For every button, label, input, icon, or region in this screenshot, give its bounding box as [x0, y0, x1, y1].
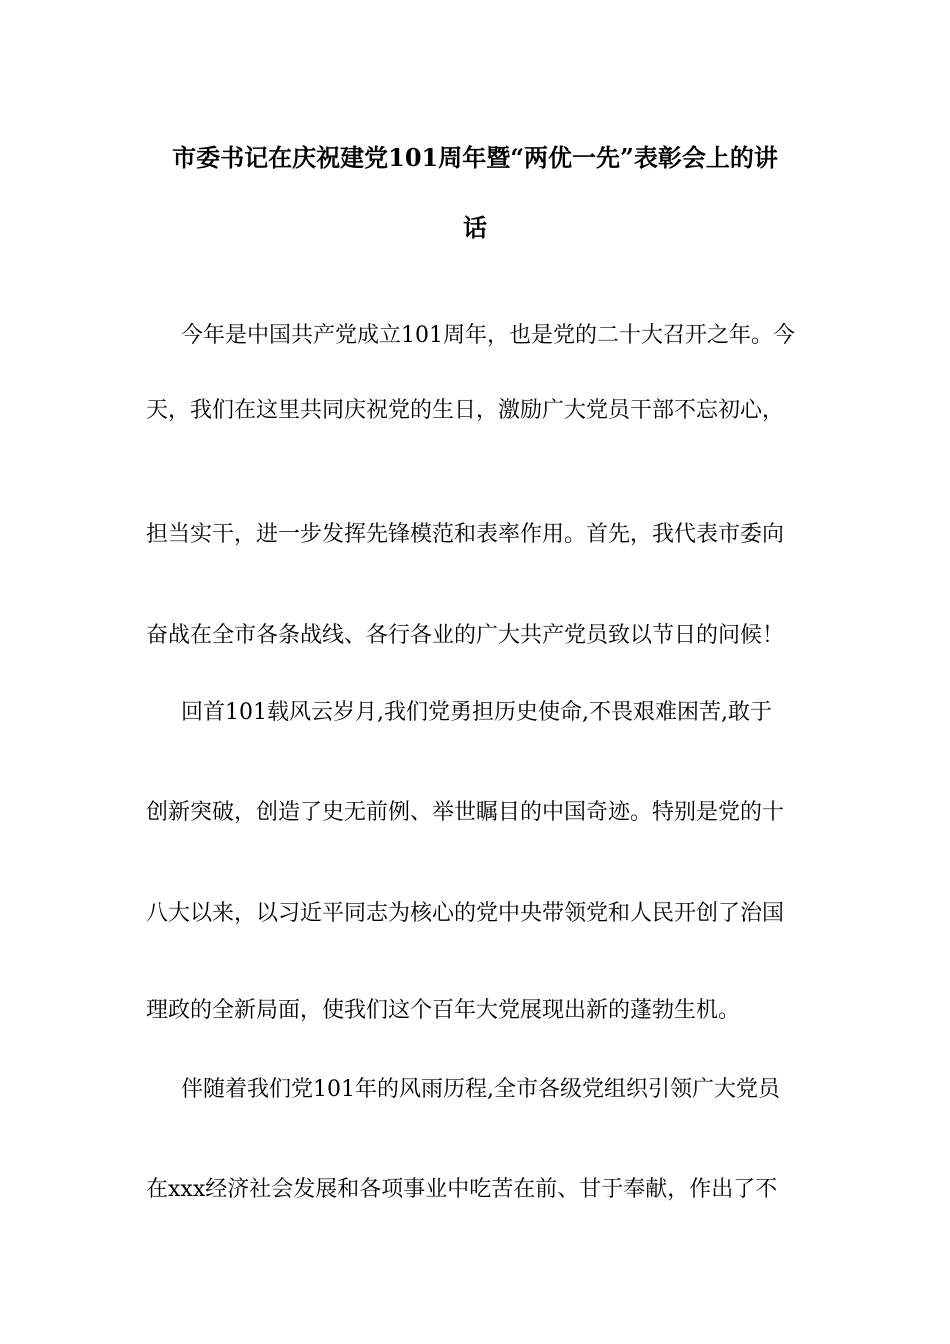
paragraph-1-line-4: 奋战在全市各条战线、各行各业的广大共产党员致以节日的问候！: [146, 623, 785, 648]
paragraph-3-line-1: 伴随着我们党101年的风雨历程,全市各级党组织引领广大党员: [181, 1077, 780, 1102]
paragraph-2-line-4: 理政的全新局面，使我们这个百年大党展现出新的蓬勃生机。: [146, 998, 741, 1023]
paragraph-1-line-3: 担当实干，进一步发挥先锋模范和表率作用。首先，我代表市委向: [146, 522, 785, 547]
paragraph-2-line-1: 回首101载风云岁月,我们党勇担历史使命,不畏艰难困苦,敢于: [181, 700, 772, 725]
paragraph-1-line-2: 天，我们在这里共同庆祝党的生日，激励广大党员干部不忘初心，: [146, 398, 785, 423]
paragraph-1-line-1: 今年是中国共产党成立101周年，也是党的二十大召开之年。今: [181, 323, 795, 348]
document-title-line-2: 话: [463, 213, 487, 242]
paragraph-3-line-2: 在xxx经济社会发展和各项事业中吃苦在前、甘于奉献，作出了不: [146, 1177, 778, 1202]
document-title-line-1: 市委书记在庆祝建党101周年暨“两优一先”表彰会上的讲: [172, 143, 778, 172]
paragraph-2-line-3: 八大以来，以习近平同志为核心的党中央带领党和人民开创了治国: [146, 901, 785, 926]
paragraph-2-line-2: 创新突破，创造了史无前例、举世瞩目的中国奇迹。特别是党的十: [146, 800, 785, 825]
